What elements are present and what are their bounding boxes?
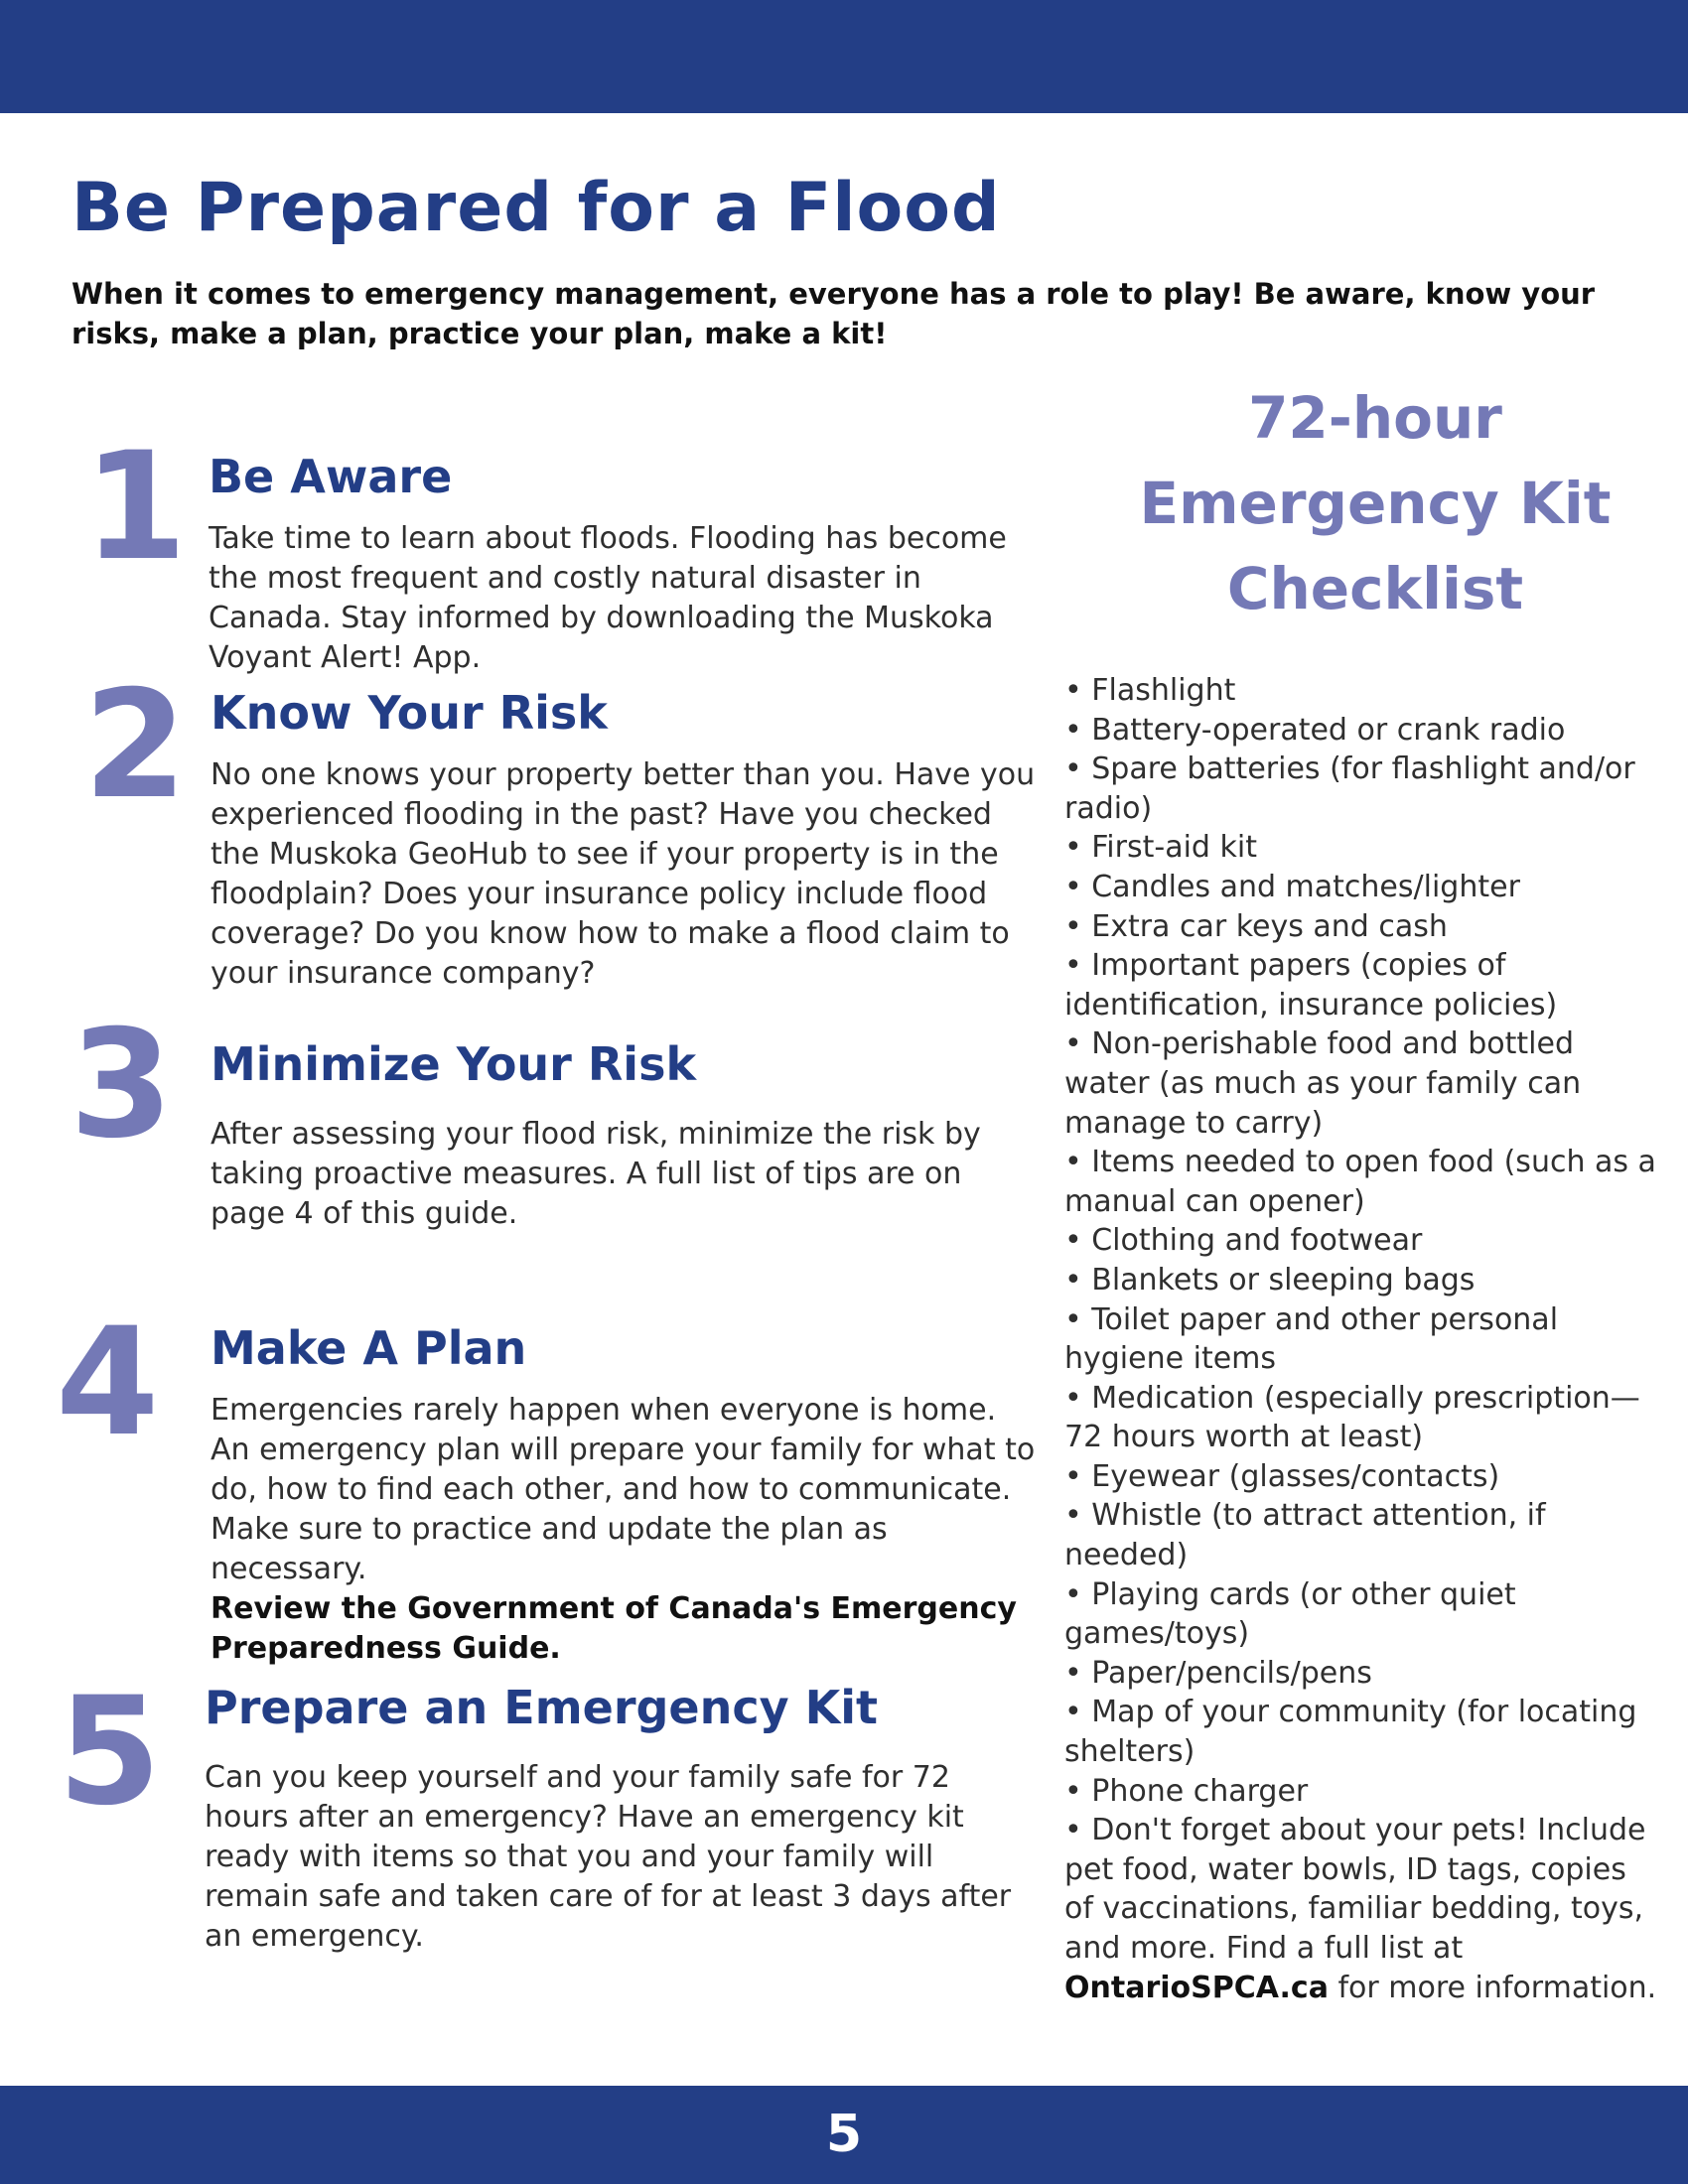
step-title: Make A Plan (211, 1321, 527, 1375)
list-item: • Spare batteries (for flashlight and/or radio) (1064, 750, 1660, 828)
step-body: After assessing your flood risk, minimize the risk by taking proactive measures. A full list of tips are on page 4 of this guide. (211, 1117, 981, 1231)
step-body: No one knows your property better than you. Have you experienced flooding in the past? Have you checked the Muskoka GeoHub to see if your property is in the floodplain? Does your insurance policy include flood coverage? Do you know how to make a flood claim to your insurance company? (211, 757, 1036, 991)
pets-tail: for more information. (1337, 1970, 1657, 2005)
step-number: 3 (70, 999, 174, 1171)
list-item: • First-aid kit (1064, 828, 1660, 868)
step-body (211, 1391, 1045, 1669)
step-title: Prepare an Emergency Kit (205, 1681, 879, 1734)
step-body: Can you keep yourself and your family safe for 72 hours after an emergency? Have an emergency kit ready with items so that you and your family will remain safe and taken care of for at least 3 days after an emergency. (205, 1760, 1012, 1954)
list-item: • Important papers (copies of identification, insurance policies) (1064, 946, 1660, 1024)
list-item: • Eyewear (glasses/contacts) (1064, 1457, 1660, 1497)
intro-text: When it comes to emergency management, everyone has a role to play! Be aware, know your risks, make a plan, practice your plan, make a kit! (71, 277, 1596, 350)
list-item-pets (1064, 1811, 1660, 2007)
kit-title-line: 72-hour (1248, 384, 1502, 452)
list-item: • Whistle (to attract attention, if needed) (1064, 1496, 1660, 1574)
list-item: • Items needed to open food (such as a manual can opener) (1064, 1143, 1660, 1221)
step-number: 4 (56, 1297, 160, 1469)
list-item: • Blankets or sleeping bags (1064, 1261, 1660, 1300)
list-item: • Playing cards (or other quiet games/toys) (1064, 1575, 1660, 1654)
header-band (0, 0, 1688, 113)
list-item: • Phone charger (1064, 1772, 1660, 1812)
ontario-spca-link[interactable]: OntarioSPCA.ca (1064, 1970, 1329, 2005)
list-item: • Clothing and footwear (1064, 1221, 1660, 1261)
list-item: • Extra car keys and cash (1064, 907, 1660, 947)
list-item: • Flashlight (1064, 671, 1660, 711)
list-item: • Non-perishable food and bottled water (as much as your family can manage to carry) (1064, 1024, 1660, 1143)
kit-title-line: Emergency Kit (1139, 470, 1612, 537)
step-body-text: Emergencies rarely happen when everyone is home. An emergency plan will prepare your family for what to do, how to find each other, and how to communicate. Make sure to practice and update the plan as necessary. (211, 1393, 1036, 1586)
list-item: • Battery-operated or crank radio (1064, 711, 1660, 751)
step-title: Know Your Risk (211, 686, 608, 740)
step-title: Minimize Your Risk (211, 1037, 697, 1091)
step-number: 5 (58, 1666, 162, 1839)
list-item: • Paper/pencils/pens (1064, 1654, 1660, 1694)
step-number: 1 (83, 421, 188, 594)
list-item: • Medication (especially prescription—72 hours worth at least) (1064, 1379, 1660, 1457)
pets-text: Don't forget about your pets! Include pet food, water bowls, ID tags, copies of vaccinations, familiar bedding, toys, and more. Find a full list at (1064, 1813, 1646, 1966)
page-title: Be Prepared for a Flood (71, 169, 1001, 247)
step-title: Be Aware (209, 450, 453, 503)
step-body: Take time to learn about floods. Flooding has become the most frequent and costly natural disaster in Canada. Stay informed by downloading the Muskoka Voyant Alert! App. (209, 521, 1007, 675)
list-item: • Map of your community (for locating shelters) (1064, 1693, 1660, 1771)
list-item: • Toilet paper and other personal hygiene items (1064, 1300, 1660, 1379)
kit-title (1102, 375, 1648, 631)
preparedness-guide-link[interactable]: Review the Government of Canada's Emergency Preparedness Guide. (211, 1591, 1017, 1666)
kit-title-line: Checklist (1226, 555, 1524, 622)
step-number: 2 (83, 659, 188, 832)
list-item: • Candles and matches/lighter (1064, 868, 1660, 907)
page-number: 5 (825, 2105, 863, 2164)
kit-checklist (1064, 671, 1660, 2007)
